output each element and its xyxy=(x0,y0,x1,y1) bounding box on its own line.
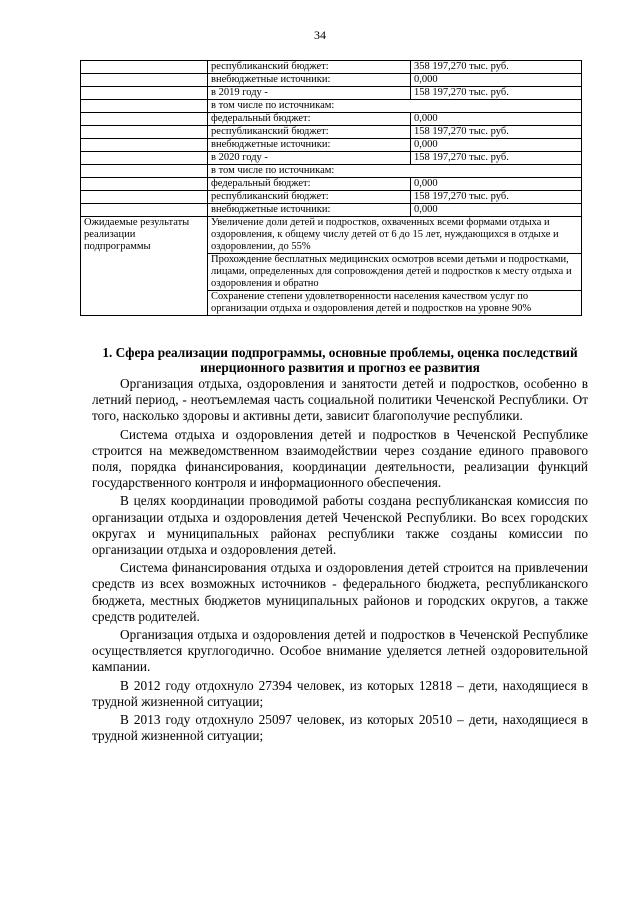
page-number: 34 xyxy=(314,28,326,42)
finance-row xyxy=(81,191,582,204)
finance-row xyxy=(81,139,582,152)
finance-row xyxy=(81,126,582,139)
finance-row-label: в том числе по источникам: xyxy=(208,165,582,178)
finance-row-value: 0,000 xyxy=(411,113,582,126)
finance-row-label: внебюджетные источники: xyxy=(208,74,411,87)
results-row xyxy=(81,217,582,254)
body-paragraph: Система финансирования отдыха и оздоровления детей строится на привлечении средств из всех возможных источников - федерального бюджета, республиканского бюджета, местных бюджетов муниципальных районов и городских округов, а также средств родителей. xyxy=(92,560,588,624)
finance-row-label: в 2019 году - xyxy=(208,87,411,100)
finance-row xyxy=(81,61,582,74)
finance-row-label: республиканский бюджет: xyxy=(208,191,411,204)
section-paragraphs xyxy=(92,376,588,744)
body-paragraph: В 2013 году отдохнуло 25097 человек, из которых 20510 – дети, находящиеся в трудной жизненной ситуации; xyxy=(92,712,588,744)
finance-row xyxy=(81,87,582,100)
finance-row xyxy=(81,100,582,113)
results-item: Увеличение доли детей и подростков, охваченных всеми формами отдыха и оздоровления, к общему числу детей от 6 до 15 лет, нуждающихся в отдыхе и оздоровлении, до 55% xyxy=(208,217,582,254)
finance-row-blank-cell xyxy=(81,204,208,217)
finance-row-blank-cell xyxy=(81,61,208,74)
results-label: Ожидаемые результаты реализации подпрограммы xyxy=(81,217,208,316)
finance-row-value: 158 197,270 тыс. руб. xyxy=(411,126,582,139)
finance-row xyxy=(81,165,582,178)
finance-row xyxy=(81,178,582,191)
finance-row-blank-cell xyxy=(81,178,208,191)
body-paragraph: Система отдыха и оздоровления детей и подростков в Чеченской Республике строится на межведомственном взаимодействии через создание единого правового поля, порядка финансирования, координации деятельности, реализации функций государственного контроля и информационного обеспечения. xyxy=(92,426,588,491)
passport-table xyxy=(80,60,582,316)
finance-row-blank-cell xyxy=(81,152,208,165)
finance-row xyxy=(81,204,582,217)
results-item: Сохранение степени удовлетворенности населения качеством услуг по организации отдыха и оздоровления детей и подростков на уровне 90% xyxy=(208,291,582,316)
finance-row-label: в том числе по источникам: xyxy=(208,100,582,113)
finance-row-label: республиканский бюджет: xyxy=(208,61,411,74)
finance-row-value: 0,000 xyxy=(411,74,582,87)
finance-row-value: 158 197,270 тыс. руб. xyxy=(411,87,582,100)
finance-row-label: федеральный бюджет: xyxy=(208,178,411,191)
finance-row-value: 0,000 xyxy=(411,204,582,217)
finance-row-value: 158 197,270 тыс. руб. xyxy=(411,152,582,165)
finance-row xyxy=(81,152,582,165)
finance-row-label: внебюджетные источники: xyxy=(208,204,411,217)
section-title: 1. Сфера реализации подпрограммы, основные проблемы, оценка последствий инерционного развития и прогноз ее развития xyxy=(102,345,578,375)
finance-row-blank-cell xyxy=(81,87,208,100)
finance-row-blank-cell xyxy=(81,139,208,152)
finance-row xyxy=(81,74,582,87)
body-paragraph: Организация отдыха и оздоровления детей и подростков в Чеченской Республике осуществляется круглогодично. Особое внимание уделяется летней оздоровительной кампании. xyxy=(92,627,588,675)
finance-row-value: 0,000 xyxy=(411,178,582,191)
finance-row-label: внебюджетные источники: xyxy=(208,139,411,152)
finance-row-label: в 2020 году - xyxy=(208,152,411,165)
passport-table-body xyxy=(81,61,582,316)
finance-row xyxy=(81,113,582,126)
body-paragraph: Организация отдыха, оздоровления и занятости детей и подростков, особенно в летний период, - неотъемлемая часть социальной политики Чеченской Республики. От того, насколько здоровы и активны дети, зависит благополучие республики. xyxy=(92,376,588,424)
results-item: Прохождение бесплатных медицинских осмотров всеми детьми и подростками, лицами, определенных для сопровождения детей и подростков к месту отдыха и оздоровления и обратно xyxy=(208,254,582,291)
finance-row-blank-cell xyxy=(81,113,208,126)
body-paragraph: В целях координации проводимой работы создана республиканская комиссия по организации отдыха и оздоровления детей Чеченской Республики. Во всех городских округах и муниципальных районах республики также созданы комиссии по организации отдыха и оздоровления детей. xyxy=(92,493,588,558)
finance-row-label: республиканский бюджет: xyxy=(208,126,411,139)
finance-row-blank-cell xyxy=(81,100,208,113)
finance-row-label: федеральный бюджет: xyxy=(208,113,411,126)
finance-row-blank-cell xyxy=(81,74,208,87)
body-paragraph: В 2012 году отдохнуло 27394 человек, из которых 12818 – дети, находящиеся в трудной жизненной ситуации; xyxy=(92,677,588,709)
finance-row-value: 158 197,270 тыс. руб. xyxy=(411,191,582,204)
finance-row-blank-cell xyxy=(81,191,208,204)
section-1 xyxy=(92,345,588,746)
finance-row-value: 0,000 xyxy=(411,139,582,152)
finance-row-blank-cell xyxy=(81,165,208,178)
finance-row-blank-cell xyxy=(81,126,208,139)
finance-row-value: 358 197,270 тыс. руб. xyxy=(411,61,582,74)
